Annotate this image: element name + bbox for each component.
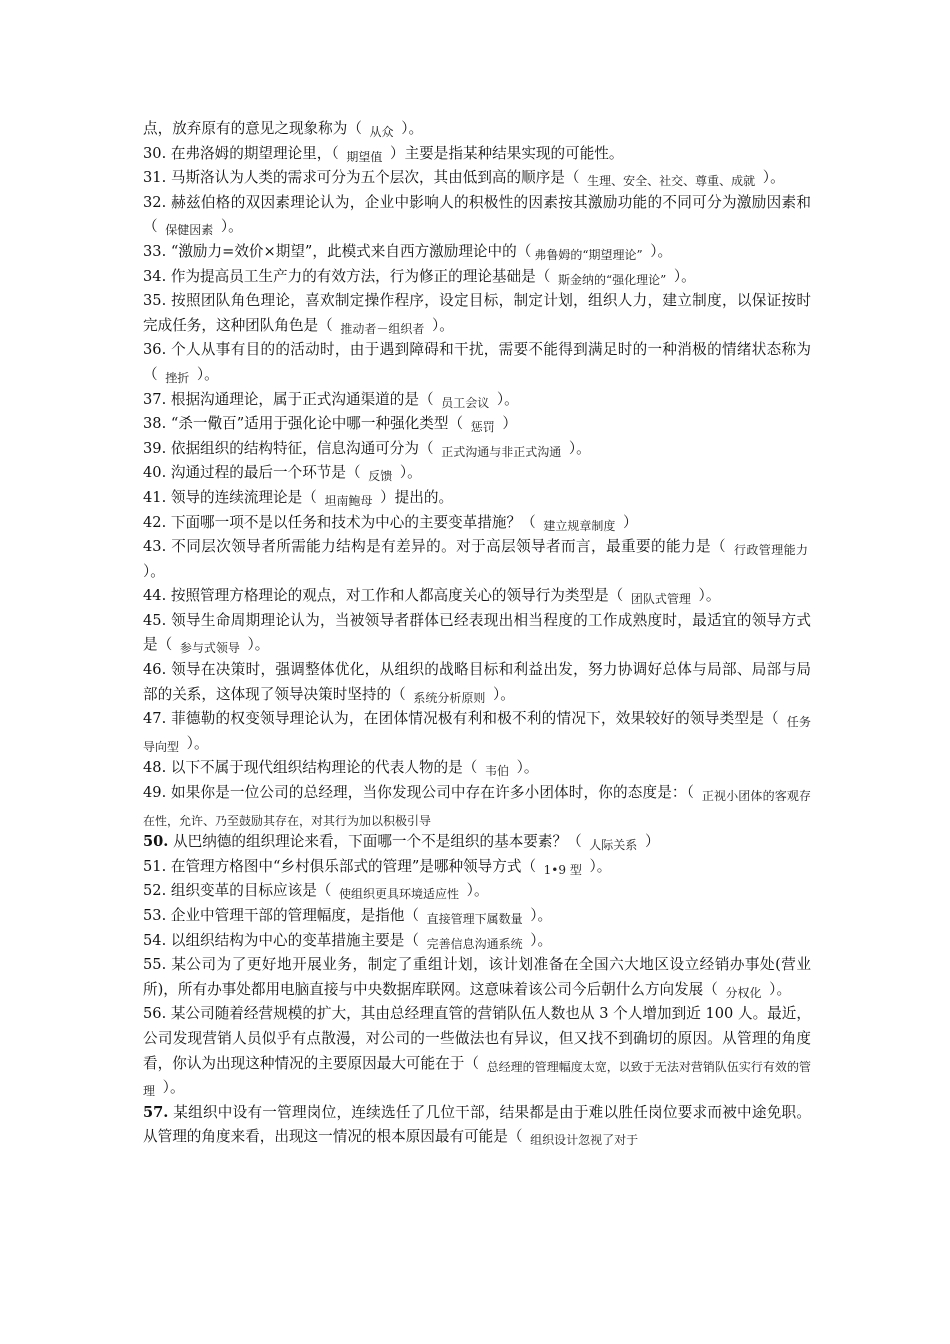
question-item bbox=[143, 412, 811, 437]
question-item bbox=[143, 240, 811, 265]
question-text: “杀一儆百”适用于强化论中哪一种强化类型（ bbox=[166, 415, 468, 433]
question-text-after: ）。 bbox=[758, 169, 785, 187]
answer-text: 坦南鲍母 bbox=[324, 493, 373, 508]
question-text: 沟通过程的最后一个环节是（ bbox=[166, 464, 366, 482]
answer-text: 团队式管理 bbox=[630, 592, 691, 607]
question-number: 51. bbox=[143, 857, 167, 875]
question-text: 企业中管理干部的管理幅度，是指他（ bbox=[166, 907, 424, 924]
question-text: 马斯洛认为人类的需求可分为五个层次，其由低到高的顺序是（ bbox=[166, 169, 585, 187]
question-item bbox=[143, 781, 811, 830]
question-text-after: ）。 bbox=[192, 365, 219, 383]
question-item bbox=[143, 1002, 811, 1100]
question-text-after: ）。 bbox=[158, 1079, 185, 1097]
answer-text: 推动者－组织者 bbox=[340, 321, 425, 336]
question-text-after: ）。 bbox=[242, 636, 270, 654]
question-item bbox=[143, 486, 811, 511]
answer-text: 使组织更具环境适应性 bbox=[339, 887, 460, 902]
question-text: 菲德勒的权变领导理论认为，在团体情况极有利和极不利的情况下，效果较好的领导类型是（ bbox=[166, 710, 784, 728]
question-text-after: ）主要是指某种结果实现的可能性。 bbox=[385, 144, 624, 162]
answer-text: 生理、安全、社交、尊重、成就 bbox=[587, 174, 756, 189]
answer-text: 系统分析原则 bbox=[413, 690, 486, 705]
answer-text: 建立规章制度 bbox=[543, 518, 616, 533]
question-number: 57. bbox=[143, 1103, 169, 1121]
question-item bbox=[143, 756, 811, 781]
question-number: 43. bbox=[143, 538, 167, 556]
answer-text: 挫折 bbox=[165, 370, 190, 385]
question-text: 某公司随着经营规模的扩大，其由总经理直管的营销队伍人数也从 3 个人增加到近 100 人。最近，公司发现营销人员似乎有点散漫，对公司的一些做法也有异议，但又找不到确切的原因。从管理的角度看，你认为出现这种情况的主要原因最大可能在于（ bbox=[143, 1005, 811, 1072]
answer-text: 正式沟通与非正式沟通 bbox=[441, 444, 562, 459]
question-text-after: ）。 bbox=[216, 218, 243, 236]
question-item bbox=[143, 707, 811, 756]
question-item bbox=[143, 388, 811, 413]
question-item bbox=[143, 658, 811, 707]
question-number: 38. bbox=[143, 415, 167, 433]
question-text-after: ）提出的。 bbox=[375, 488, 454, 506]
question-item bbox=[143, 437, 811, 462]
question-text: 某组织中设有一管理岗位，连续选任了几位干部，结果都是由于难以胜任岗位要求而被中途免职。从管理的角度来看，出现这一情况的根本原因最有可能是（ bbox=[143, 1103, 811, 1146]
question-item bbox=[143, 117, 811, 142]
question-item bbox=[143, 142, 811, 167]
question-text-after: ）。 bbox=[645, 242, 673, 260]
question-text: 赫兹伯格的双因素理论认为，企业中影响人的积极性的因素按其激励功能的不同可分为激励因素和（ bbox=[143, 193, 811, 236]
question-number: 47. bbox=[143, 710, 167, 728]
question-text: 在管理方格图中“乡村俱乐部式的管理”是哪种领导方式（ bbox=[166, 857, 541, 875]
question-text-after: ）。 bbox=[427, 316, 454, 334]
question-text: 领导在决策时，强调整体优化，从组织的战略目标和利益出发，努力协调好总体与局部、局部与局部的关系，这体现了领导决策时坚持的（ bbox=[143, 661, 811, 703]
question-text-after: ）。 bbox=[396, 120, 424, 137]
question-text: 以下不属于现代组织结构理论的代表人物的是（ bbox=[166, 759, 482, 777]
question-item bbox=[143, 609, 811, 658]
answer-text: 员工会议 bbox=[441, 395, 490, 410]
question-text: 点，放弃原有的意见之现象称为（ bbox=[143, 120, 367, 137]
question-number: 53. bbox=[143, 907, 167, 924]
question-text-after: ） bbox=[497, 415, 517, 433]
question-item bbox=[143, 953, 811, 1002]
question-text-after: ） bbox=[640, 833, 660, 851]
question-number: 46. bbox=[143, 661, 167, 679]
question-item bbox=[143, 511, 811, 536]
question-text-after: ）。 bbox=[143, 562, 165, 580]
question-text: 按照团队角色理论，喜欢制定操作程序，设定目标，制定计划，组织人力，建立制度，以保证按时完成任务，这种团队角色是（ bbox=[143, 292, 811, 334]
question-item bbox=[143, 584, 811, 609]
question-number: 34. bbox=[143, 267, 167, 285]
answer-text: 韦伯 bbox=[484, 764, 509, 779]
question-number: 36. bbox=[143, 341, 167, 359]
question-number: 31. bbox=[143, 169, 167, 187]
question-text: 组织变革的目标应该是（ bbox=[166, 882, 337, 900]
answer-text: 期望值 bbox=[346, 149, 383, 164]
question-item bbox=[143, 461, 811, 486]
question-text-after: ）。 bbox=[564, 439, 591, 457]
question-text: 依据组织的结构特征，信息沟通可分为（ bbox=[166, 439, 439, 457]
question-text: 不同层次领导者所需能力结构是有差异的。对于高层领导者而言，最重要的能力是（ bbox=[166, 538, 731, 556]
question-item bbox=[143, 338, 811, 387]
answer-text: 参与式领导 bbox=[179, 641, 240, 656]
question-text: 按照管理方格理论的观点，对工作和人都高度关心的领导行为类型是（ bbox=[166, 587, 628, 605]
question-number: 33. bbox=[143, 242, 167, 260]
answer-text: 正视小团体的客观存在性，允许、乃至鼓励其存在，对其行为加以积极引导 bbox=[143, 789, 811, 828]
question-text-after: ）。 bbox=[669, 267, 696, 285]
question-text-after: ）。 bbox=[182, 734, 209, 752]
question-text: 在弗洛姆的期望理论里，（ bbox=[166, 144, 344, 162]
answer-text: 完善信息沟通系统 bbox=[426, 936, 523, 951]
answer-text: 组织设计忽视了对于 bbox=[530, 1133, 639, 1148]
question-text: 领导的连续流理论是（ bbox=[166, 488, 322, 506]
question-text-after: ）。 bbox=[693, 587, 721, 605]
question-text: 个人从事有目的的活动时，由于遇到障碍和干扰，需要不能得到满足时的一种消极的情绪状态称为（ bbox=[143, 341, 811, 383]
question-item bbox=[143, 265, 811, 290]
question-number: 32. bbox=[143, 193, 167, 211]
question-text-after: ） bbox=[618, 513, 638, 531]
question-number: 39. bbox=[143, 439, 167, 457]
question-item bbox=[143, 535, 811, 584]
question-number: 54. bbox=[143, 931, 167, 949]
question-text: 下面哪一项不是以任务和技术为中心的主要变革措施？（ bbox=[166, 513, 541, 531]
question-item bbox=[143, 166, 811, 191]
question-number: 35. bbox=[143, 292, 167, 310]
answer-text: 反馈 bbox=[368, 469, 393, 484]
answer-text: 弗鲁姆的“期望理论” bbox=[534, 247, 643, 262]
question-item bbox=[143, 929, 811, 954]
question-item bbox=[143, 855, 811, 880]
question-number: 40. bbox=[143, 464, 167, 482]
question-number: 49. bbox=[143, 784, 167, 802]
question-number: 41. bbox=[143, 488, 167, 506]
question-number: 44. bbox=[143, 587, 167, 605]
question-item bbox=[143, 1101, 811, 1150]
question-list bbox=[143, 117, 811, 1150]
question-text: 领导生命周期理论认为，当被领导者群体已经表现出相当程度的工作成熟度时，最适宜的领导方式是（ bbox=[143, 611, 811, 654]
answer-text: 行政管理能力 bbox=[734, 543, 808, 558]
question-number: 37. bbox=[143, 390, 167, 408]
question-text-after: ）。 bbox=[395, 464, 422, 482]
question-item bbox=[143, 879, 811, 904]
question-text: “激励力=效价×期望”，此模式来自西方激励理论中的（ bbox=[166, 242, 532, 260]
question-text-after: ）。 bbox=[462, 882, 489, 900]
question-number: 30. bbox=[143, 144, 167, 162]
answer-text: 任务导向型 bbox=[143, 715, 811, 754]
question-number: 52. bbox=[143, 882, 167, 900]
question-text-after: ）。 bbox=[492, 390, 519, 408]
answer-text: 1•9 型 bbox=[543, 862, 582, 877]
question-text-after: ）。 bbox=[584, 857, 612, 875]
answer-text: 从众 bbox=[369, 125, 394, 139]
question-item bbox=[143, 904, 811, 929]
question-text: 从巴纳德的组织理论来看，下面哪一个不是组织的基本要素？（ bbox=[168, 833, 587, 851]
answer-text: 保健因素 bbox=[165, 223, 214, 238]
question-number: 55. bbox=[143, 956, 167, 974]
answer-text: 总经理的管理幅度太宽，以致于无法对营销队伍实行有效的管理 bbox=[143, 1059, 811, 1099]
question-number: 50. bbox=[143, 833, 169, 851]
question-item bbox=[143, 191, 811, 240]
question-text-after: ）。 bbox=[488, 685, 515, 703]
question-text-after: ）。 bbox=[525, 907, 553, 924]
question-text-after: ）。 bbox=[764, 980, 792, 998]
question-text: 以组织结构为中心的变革措施主要是（ bbox=[166, 931, 424, 949]
question-text-after: ）。 bbox=[511, 759, 539, 777]
question-item bbox=[143, 830, 811, 855]
question-text-after: ）。 bbox=[525, 931, 553, 949]
question-text: 某公司为了更好地开展业务，制定了重组计划，该计划准备在全国六大地区设立经销办事处(营业所)，所有办事处都用电脑直接与中央数据库联网。这意味着该公司今后朝什么方向发展（ bbox=[143, 956, 811, 998]
question-number: 48. bbox=[143, 759, 167, 777]
question-text: 如果你是一位公司的总经理，当你发现公司中存在许多小团体时，你的态度是：（ bbox=[166, 784, 699, 802]
answer-text: 人际关系 bbox=[589, 838, 638, 853]
question-number: 42. bbox=[143, 513, 167, 531]
question-text: 根据沟通理论，属于正式沟通渠道的是（ bbox=[166, 390, 439, 408]
answer-text: 直接管理下属数量 bbox=[426, 912, 523, 926]
answer-text: 斯金纳的“强化理论” bbox=[557, 272, 667, 287]
question-text: 作为提高员工生产力的有效方法，行为修正的理论基础是（ bbox=[166, 267, 555, 285]
question-number: 45. bbox=[143, 611, 167, 629]
answer-text: 惩罚 bbox=[470, 420, 495, 435]
question-item bbox=[143, 289, 811, 338]
answer-text: 分权化 bbox=[725, 985, 762, 1000]
question-number: 56. bbox=[143, 1005, 167, 1023]
